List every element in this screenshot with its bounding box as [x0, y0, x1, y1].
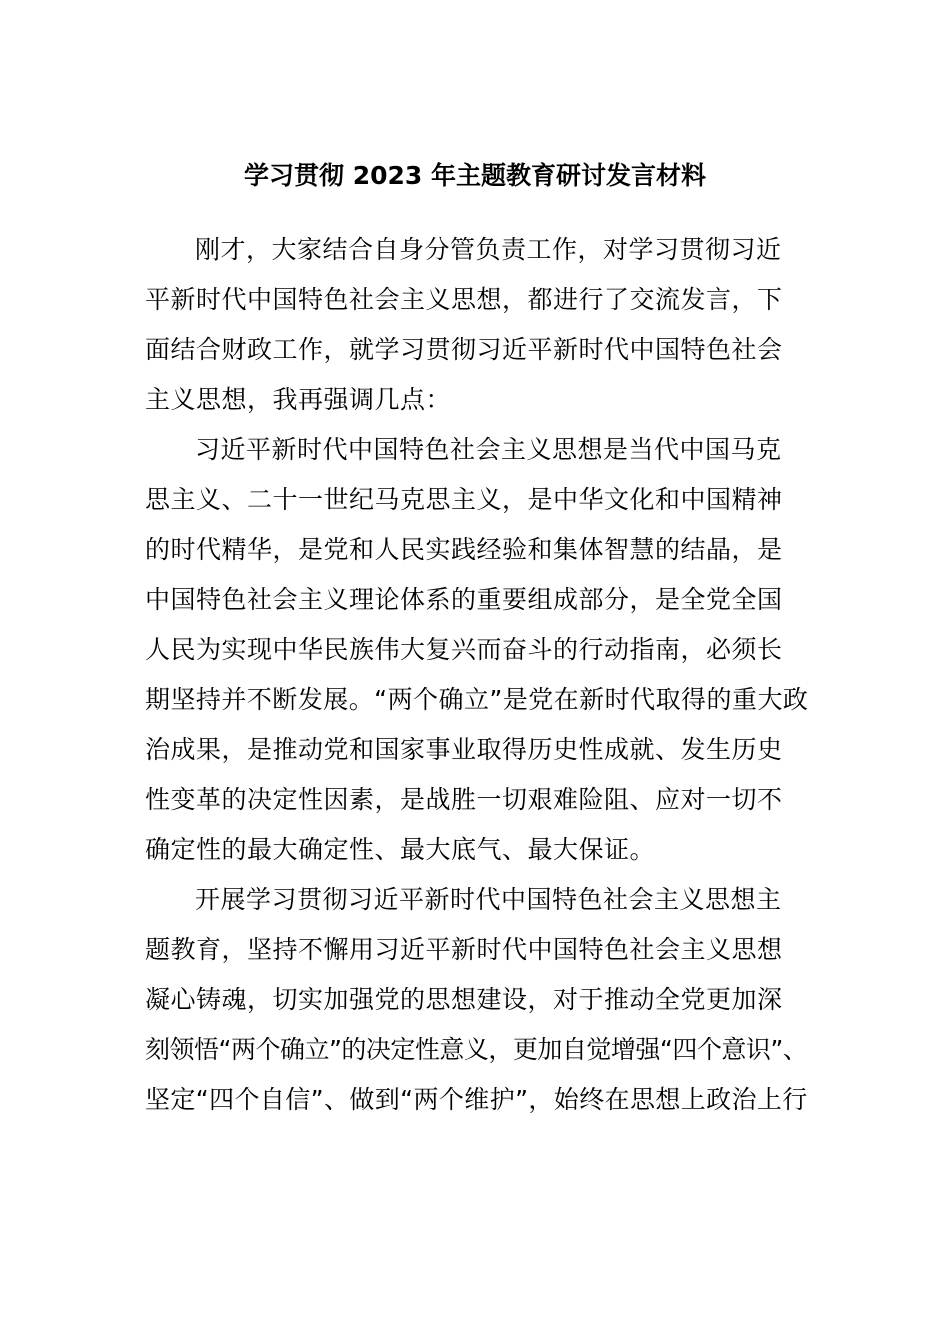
paragraph-2-line-4: 中国特色社会主义理论体系的重要组成部分，是全党全国	[145, 585, 783, 614]
paragraph-2-line-7: 治成果，是推动党和国家事业取得历史性成就、发生历史	[145, 735, 783, 764]
paragraph-2-line-9: 确定性的最大确定性、最大底气、最大保证。	[145, 835, 656, 864]
paragraph-1-line-1: 刚才，大家结合自身分管负责工作，对学习贯彻习近	[195, 235, 782, 264]
paragraph-3-line-4: 刻领悟“两个确立”的决定性意义，更加自觉增强“四个意识”、	[145, 1035, 808, 1064]
paragraph-2-line-6: 期坚持并不断发展。“两个确立”是党在新时代取得的重大政	[145, 685, 809, 714]
paragraph-2-line-2: 思主义、二十一世纪马克思主义，是中华文化和中国精神	[145, 485, 783, 514]
paragraph-3-line-2: 题教育，坚持不懈用习近平新时代中国特色社会主义思想	[145, 935, 783, 964]
paragraph-3-line-1: 开展学习贯彻习近平新时代中国特色社会主义思想主	[195, 885, 782, 914]
paragraph-1-line-2: 平新时代中国特色社会主义思想，都进行了交流发言，下	[145, 285, 783, 314]
paragraph-1-line-4: 主义思想，我再强调几点：	[145, 385, 452, 414]
paragraph-1-line-3: 面结合财政工作，就学习贯彻习近平新时代中国特色社会	[145, 335, 783, 364]
paragraph-2-line-5: 人民为实现中华民族伟大复兴而奋斗的行动指南，必须长	[145, 635, 783, 664]
paragraph-2-line-1: 习近平新时代中国特色社会主义思想是当代中国马克	[195, 435, 782, 464]
paragraph-2-line-3: 的时代精华，是党和人民实践经验和集体智慧的结晶，是	[145, 535, 783, 564]
paragraph-3-line-3: 凝心铸魂，切实加强党的思想建设，对于推动全党更加深	[145, 985, 783, 1014]
paragraph-3-line-5: 坚定“四个自信”、做到“两个维护”，始终在思想上政治上行	[145, 1085, 808, 1114]
paragraph-2-line-8: 性变革的决定性因素，是战胜一切艰难险阻、应对一切不	[145, 785, 783, 814]
document-title: 学习贯彻 2023 年主题教育研讨发言材料	[244, 161, 706, 190]
